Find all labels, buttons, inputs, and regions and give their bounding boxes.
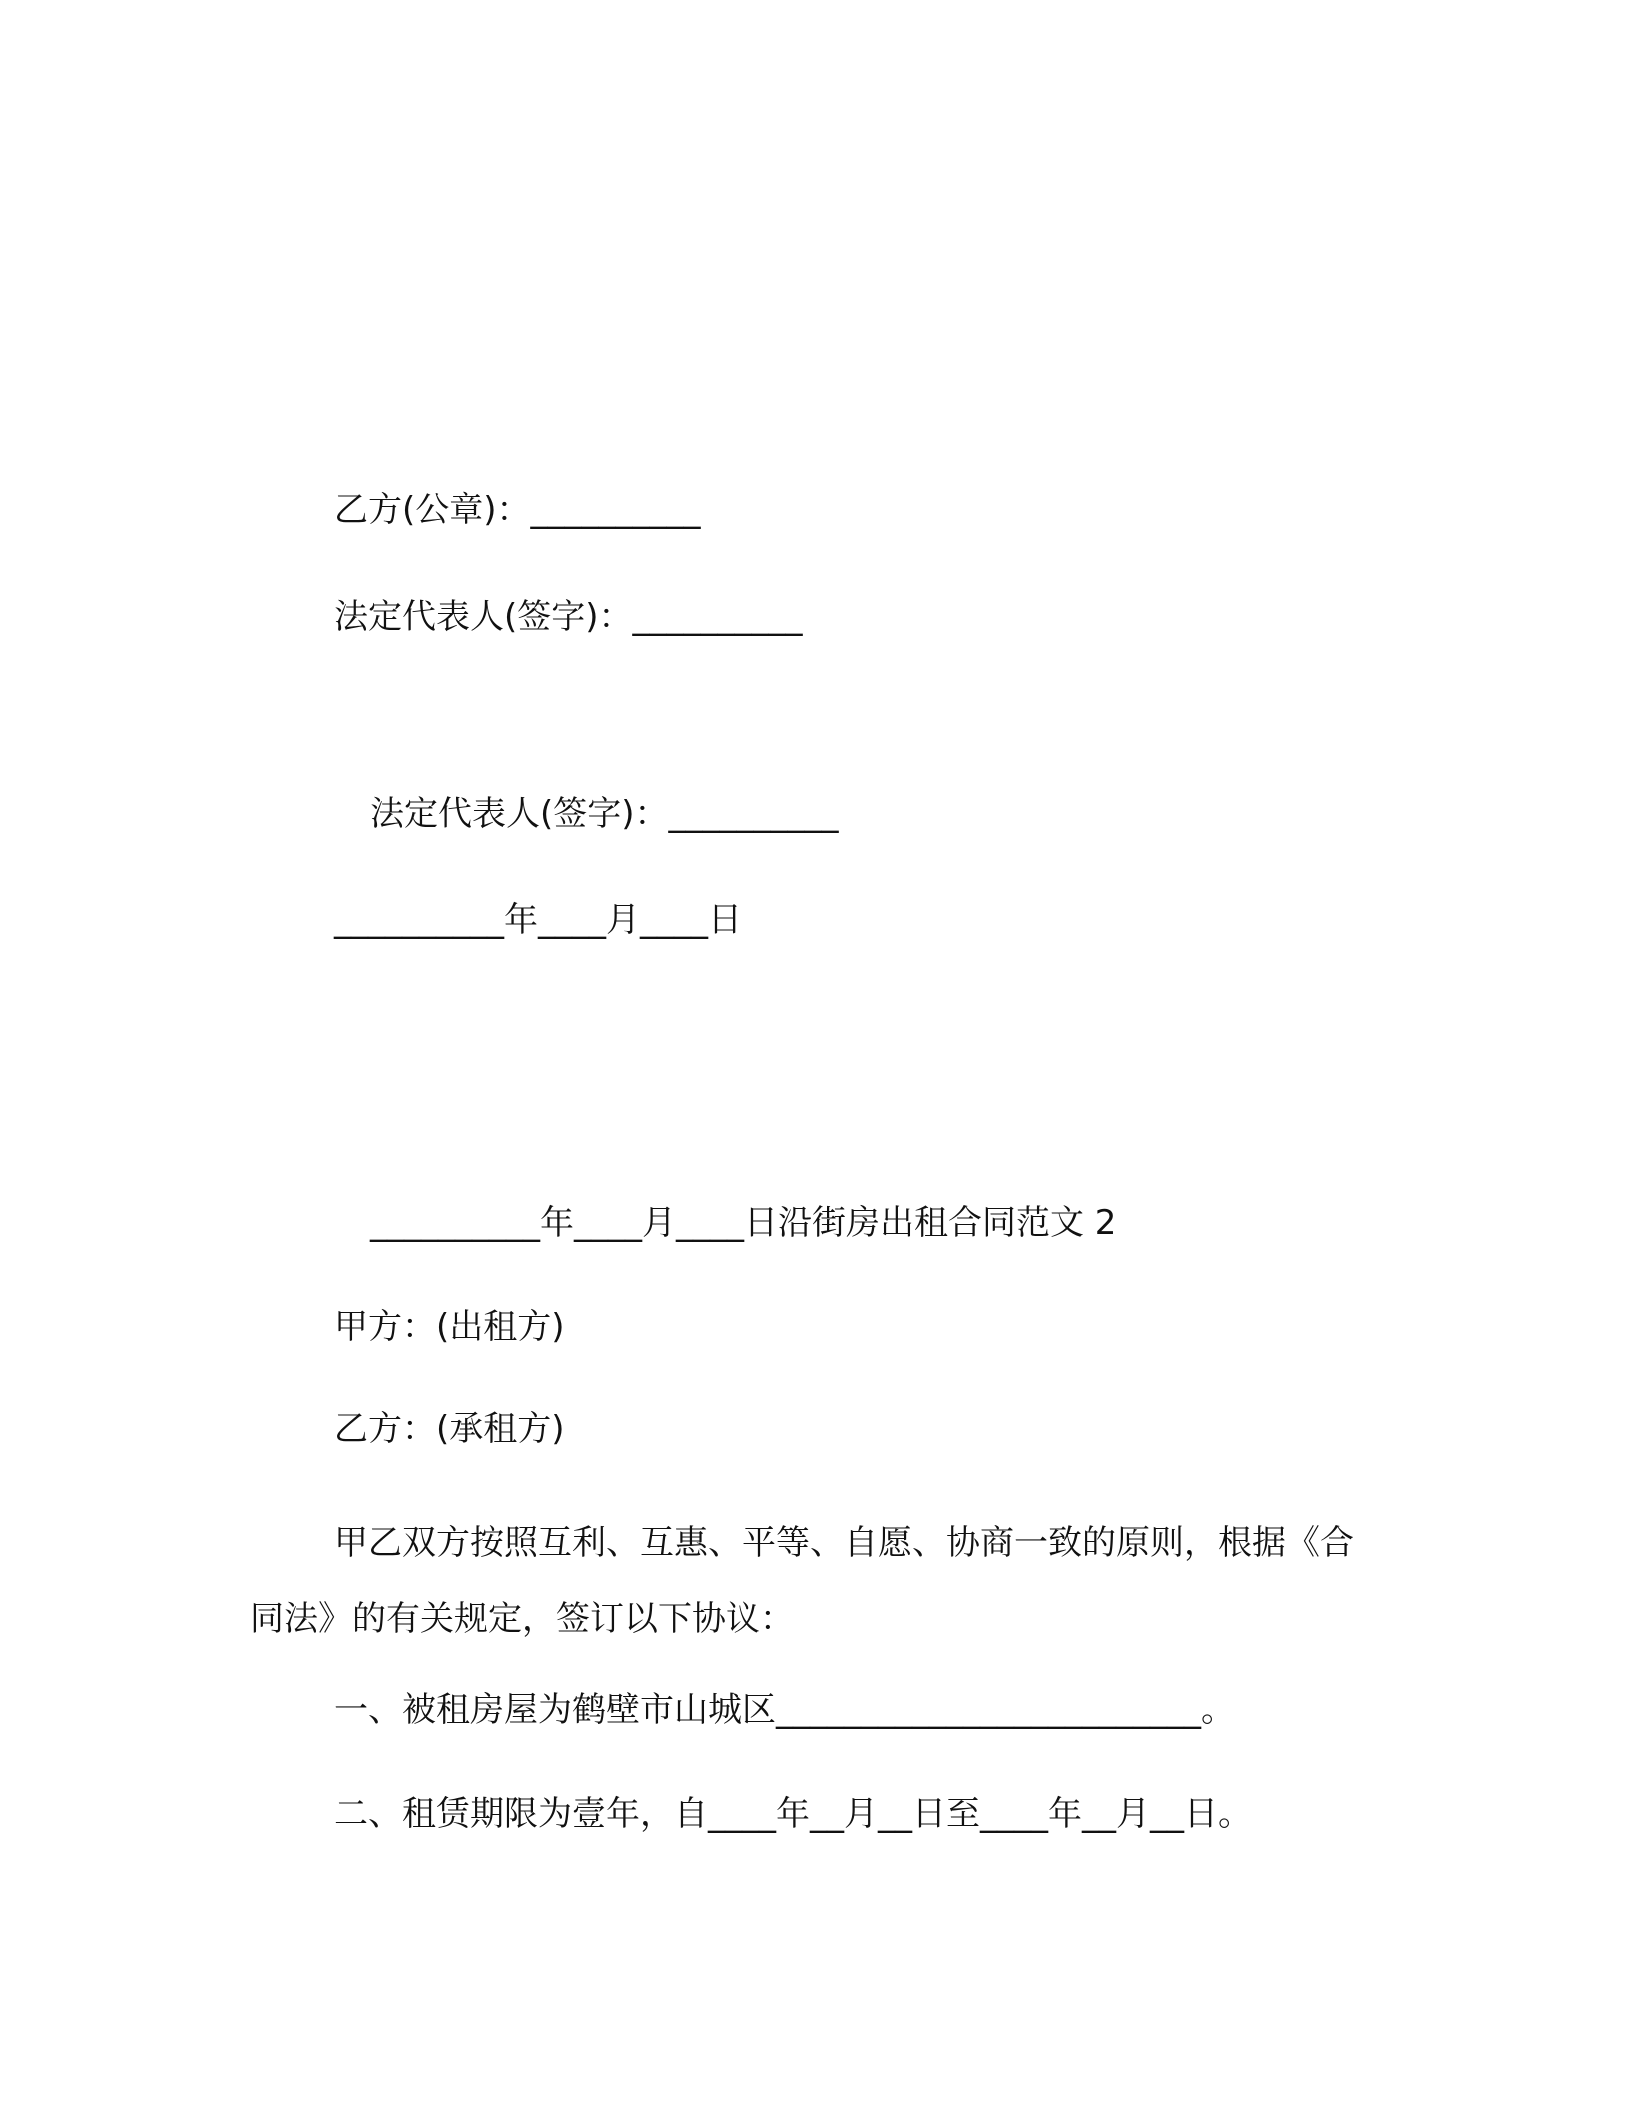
clause-2: 二、租赁期限为壹年，自____年__月__日至____年__月__日。 [334, 1794, 1252, 1834]
legal-representative-signature-line: 法定代表人(签字)：__________ [370, 794, 839, 834]
party-a-line: 甲方：(出租方) [334, 1307, 565, 1347]
contract-title: __________年____月____日沿街房出租合同范文 2 [370, 1203, 1117, 1243]
date-line: __________年____月____日 [334, 900, 742, 940]
party-b-seal-line: 乙方(公章)：__________ [334, 490, 701, 530]
legal-representative-signature-line: 法定代表人(签字)：__________ [334, 597, 803, 637]
party-b-line: 乙方：(承租方) [334, 1409, 565, 1449]
clause-1: 一、被租房屋为鹤壁市山城区_________________________。 [334, 1690, 1235, 1730]
intro-paragraph: 甲乙双方按照互利、互惠、平等、自愿、协商一致的原则，根据《合同法》的有关规定，签订以下协议： [250, 1523, 1354, 1639]
